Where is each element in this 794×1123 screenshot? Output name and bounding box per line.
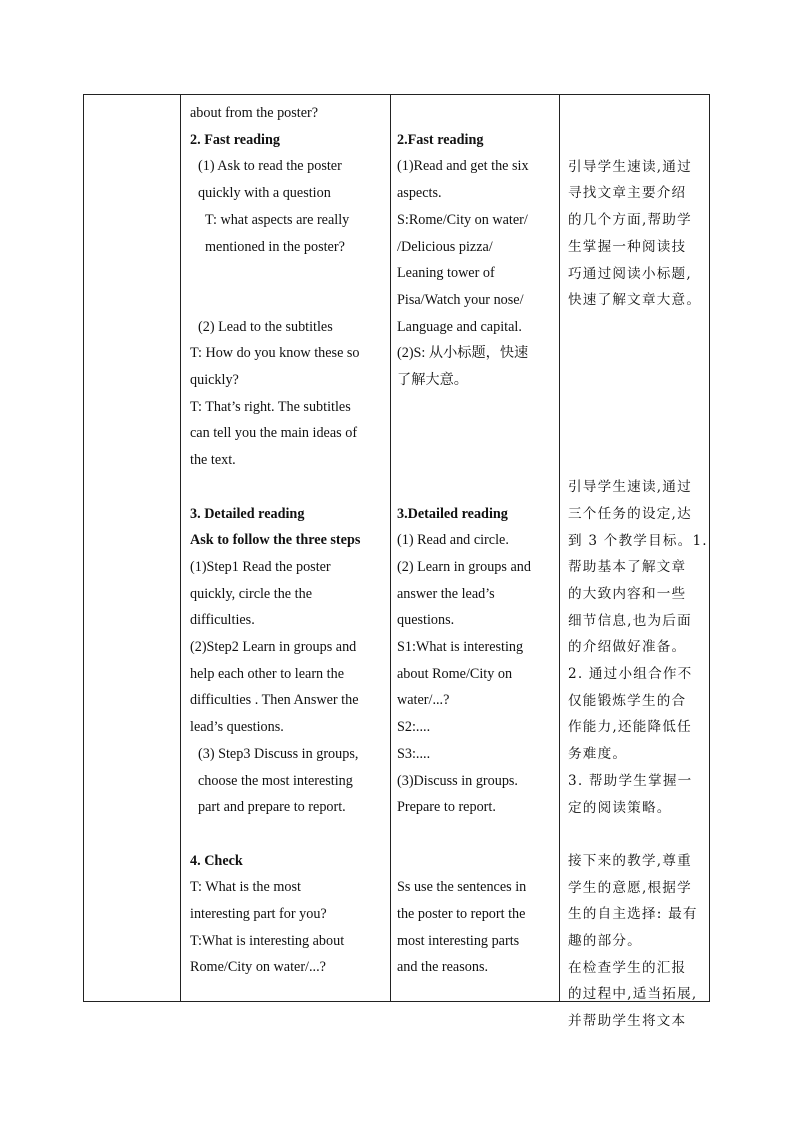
purpose-text-line: 到 3 个教学目标。1.	[568, 532, 708, 549]
student-text-line: Pisa/Watch your nose/	[397, 291, 524, 308]
lesson-plan-table	[83, 94, 710, 1030]
teacher-text-line: quickly, circle the the	[190, 585, 312, 602]
teacher-text-line: 2. Fast reading	[190, 131, 280, 148]
purpose-text-line: 学生的意愿,根据学	[568, 879, 692, 896]
student-text-line: Language and capital.	[397, 318, 522, 335]
teacher-text-line: T: How do you know these so	[190, 345, 360, 362]
purpose-text-line: 的介绍做好准备。	[568, 639, 687, 656]
student-text-line: most interesting parts	[397, 932, 520, 949]
student-text-line: about Rome/City on	[397, 665, 513, 682]
student-text-line: aspects.	[397, 185, 442, 202]
purpose-text-line: 务难度。	[568, 746, 628, 763]
purpose-text-line: 定的阅读策略。	[568, 799, 672, 816]
step-column	[84, 95, 180, 1001]
purpose-text-line: 的大致内容和一些	[568, 585, 687, 602]
teacher-text-line: (1) Ask to read the poster	[198, 158, 342, 175]
student-text-line: answer the lead’s	[397, 585, 495, 602]
teacher-text-line: lead’s questions.	[190, 719, 284, 736]
purpose-text-line: 的几个方面,帮助学	[568, 212, 692, 229]
student-text-line: (1)Read and get the six	[397, 158, 529, 175]
student-text-line: /Delicious pizza/	[397, 238, 493, 255]
student-text-line: S:Rome/City on water/	[397, 211, 528, 228]
student-text-line: (1) Read and circle.	[397, 532, 509, 549]
purpose-text-line: 生的自主选择: 最有	[568, 906, 698, 923]
student-text-line: 2.Fast reading	[397, 131, 484, 148]
student-text-line: (2)S: 从小标题，快速	[397, 345, 529, 362]
purpose-text-line: 2. 通过小组合作不	[568, 666, 693, 682]
teacher-text-line: (2) Lead to the subtitles	[198, 318, 333, 335]
purpose-text-line: 引导学生速读,通过	[568, 158, 692, 175]
teacher-text-line: (3) Step3 Discuss in groups,	[198, 745, 359, 762]
teacher-text-line: (2)Step2 Learn in groups and	[190, 639, 357, 655]
student-text-line: S2:....	[397, 719, 431, 736]
purpose-text-line: 细节信息,也为后面	[568, 612, 692, 629]
purpose-text-line: 寻找文章主要介绍	[568, 185, 687, 202]
teacher-text-line: T: That’s right. The subtitles	[190, 398, 351, 415]
design-purpose-column	[560, 95, 710, 1030]
purpose-text-line: 作能力,还能降低任	[568, 719, 692, 736]
purpose-text-line: 的过程中,适当拓展,	[568, 986, 698, 1003]
student-text-line: Ss use the sentences in	[397, 879, 527, 896]
purpose-text-line: 快速了解文章大意。	[568, 292, 702, 309]
student-text-line: (2) Learn in groups and	[397, 558, 531, 575]
purpose-text-line: 引导学生速读,通过	[568, 479, 692, 496]
teacher-text-line: 3. Detailed reading	[190, 505, 305, 522]
teacher-text-line: Rome/City on water/...?	[190, 959, 326, 976]
student-text-line: S1:What is interesting	[397, 639, 524, 655]
teacher-text-line: mentioned in the poster?	[205, 238, 345, 255]
teacher-text-line: part and prepare to report.	[198, 799, 346, 816]
purpose-text-line: 帮助基本了解文章	[568, 559, 687, 576]
purpose-text-line: 三个任务的设定,达	[568, 505, 692, 522]
teacher-text-line: quickly with a question	[198, 185, 331, 202]
teacher-text-line: T: What is the most	[190, 879, 301, 896]
teacher-text-line: help each other to learn the	[190, 665, 345, 682]
teacher-text-line: can tell you the main ideas of	[190, 425, 358, 442]
purpose-text-line: 仅能锻炼学生的合	[568, 692, 687, 709]
teacher-text-line: interesting part for you?	[190, 906, 327, 922]
student-text-line: and the reasons.	[397, 959, 489, 976]
student-text-line: water/...?	[397, 692, 450, 709]
purpose-text-line: 并帮助学生将文本	[568, 1013, 687, 1030]
teacher-text-line: 4. Check	[190, 852, 243, 869]
student-text-line: Leaning tower of	[397, 265, 495, 282]
teacher-text-line: difficulties . Then Answer the	[190, 692, 359, 709]
student-text-line: Prepare to report.	[397, 799, 496, 816]
purpose-text-line: 巧通过阅读小标题,	[568, 265, 692, 282]
purpose-text-line: 接下来的教学,尊重	[568, 852, 692, 869]
purpose-text-line: 在检查学生的汇报	[568, 959, 687, 976]
purpose-text-line: 3. 帮助学生掌握一	[568, 772, 693, 789]
student-activity-column	[391, 95, 559, 1001]
teacher-text-line: Ask to follow the three steps	[190, 532, 361, 549]
teacher-text-line: T:What is interesting about	[190, 932, 345, 949]
teacher-text-line: the text.	[190, 452, 236, 469]
student-text-line: (3)Discuss in groups.	[397, 772, 518, 789]
purpose-text-line: 生掌握一种阅读技	[568, 238, 687, 255]
teacher-text-line: quickly?	[190, 372, 239, 388]
teacher-activity-column	[181, 95, 390, 1001]
student-text-line: 了解大意。	[397, 372, 468, 388]
teacher-text-line: T: what aspects are really	[205, 211, 350, 228]
student-text-line: the poster to report the	[397, 906, 526, 922]
teacher-text-line: about from the poster?	[190, 105, 319, 121]
purpose-text-line: 趣的部分。	[568, 933, 642, 949]
student-text-line: 3.Detailed reading	[397, 505, 508, 522]
student-text-line: questions.	[397, 612, 455, 629]
student-text-line: S3:....	[397, 745, 431, 762]
teacher-text-line: (1)Step1 Read the poster	[190, 558, 331, 575]
teacher-text-line: difficulties.	[190, 612, 255, 629]
teacher-text-line: choose the most interesting	[198, 772, 353, 789]
